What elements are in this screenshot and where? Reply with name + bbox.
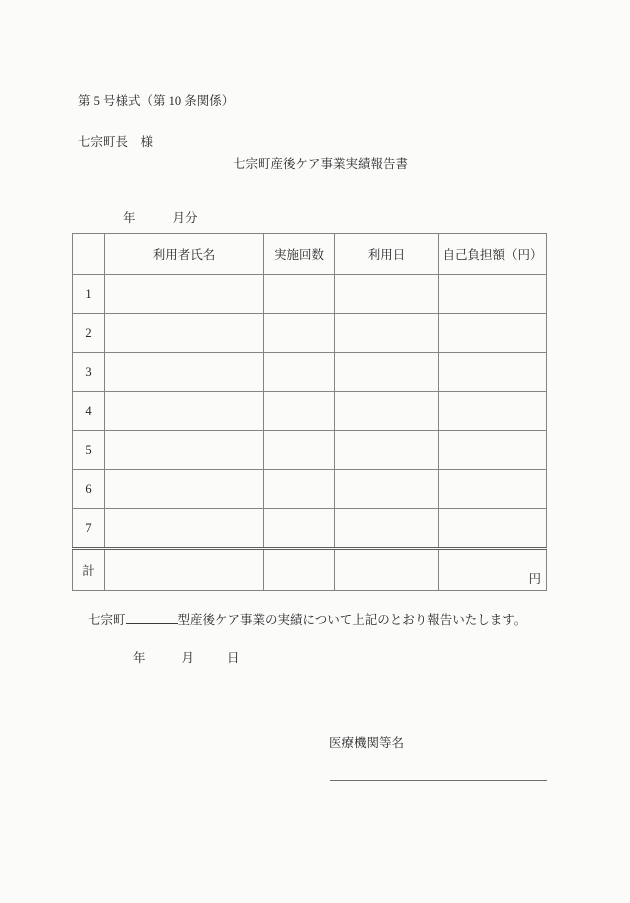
statement-prefix: 七宗町: [88, 613, 126, 627]
row-number-cell: 4: [73, 392, 105, 431]
header-cell-index: [73, 234, 105, 275]
user-name-cell: [105, 509, 264, 549]
table-row: [73, 509, 547, 549]
date-line: [133, 651, 240, 666]
user-name-cell: [105, 353, 264, 392]
table-row: [73, 314, 547, 353]
total-usage-date-cell: [335, 549, 439, 591]
date-month-label: 月: [181, 651, 195, 665]
header-cell-usage-date: 利用日: [335, 234, 439, 275]
date-year-label: 年: [133, 651, 146, 665]
row-number-cell: 2: [73, 314, 105, 353]
usage-date-cell: [335, 470, 439, 509]
header-cell-self-pay: 自己負担額（円）: [439, 234, 547, 275]
session-count-cell: [264, 353, 335, 392]
total-label-cell: 計: [73, 549, 105, 591]
org-name-label: 医療機関等名: [329, 736, 405, 750]
period-line: [123, 211, 198, 226]
usage-date-cell: [335, 275, 439, 314]
self-pay-cell: [439, 275, 547, 314]
usage-date-cell: [335, 509, 439, 549]
row-number-cell: 3: [73, 353, 105, 392]
period-year-label: 年: [123, 211, 136, 225]
session-count-cell: [264, 431, 335, 470]
self-pay-cell: [439, 314, 547, 353]
user-name-cell: [105, 392, 264, 431]
statement-suffix: 型産後ケア事業の実績について上記のとおり報告いたします。: [177, 613, 527, 627]
total-user-name-cell: [105, 549, 264, 591]
user-name-cell: [105, 314, 264, 353]
form-number: 第 5 号様式（第 10 条関係）: [78, 94, 235, 108]
table-row: [73, 392, 547, 431]
self-pay-cell: [439, 509, 547, 549]
statement-line: [88, 613, 526, 628]
self-pay-cell: [439, 431, 547, 470]
self-pay-cell: [439, 470, 547, 509]
self-pay-cell: [439, 353, 547, 392]
period-month-label: 月分: [172, 211, 198, 225]
total-session-count-cell: [264, 549, 335, 591]
usage-date-cell: [335, 314, 439, 353]
table-row: [73, 275, 547, 314]
usage-date-cell: [335, 353, 439, 392]
total-unit-label: 円: [528, 572, 541, 586]
self-pay-cell: [439, 392, 547, 431]
results-table: [72, 233, 547, 591]
signature-line: [330, 780, 547, 781]
row-number-cell: 5: [73, 431, 105, 470]
total-row: [73, 549, 547, 591]
row-number-cell: 6: [73, 470, 105, 509]
user-name-cell: [105, 431, 264, 470]
row-number-cell: 1: [73, 275, 105, 314]
session-count-cell: [264, 275, 335, 314]
session-count-cell: [264, 509, 335, 549]
session-count-cell: [264, 314, 335, 353]
total-amount-cell: [439, 549, 547, 591]
table-row: [73, 431, 547, 470]
row-number-cell: 7: [73, 509, 105, 549]
header-cell-session-count: 実施回数: [264, 234, 335, 275]
session-count-cell: [264, 392, 335, 431]
table-row: [73, 470, 547, 509]
session-count-cell: [264, 470, 335, 509]
date-day-label: 日: [227, 651, 240, 665]
addressee-line: 七宗町長 様: [78, 135, 154, 149]
user-name-cell: [105, 470, 264, 509]
document-title: 七宗町産後ケア事業実績報告書: [233, 157, 409, 171]
usage-date-cell: [335, 431, 439, 470]
header-cell-user-name: 利用者氏名: [105, 234, 264, 275]
table-row: [73, 353, 547, 392]
user-name-cell: [105, 275, 264, 314]
statement-blank: [126, 623, 178, 624]
table-header-row: [73, 234, 547, 275]
usage-date-cell: [335, 392, 439, 431]
